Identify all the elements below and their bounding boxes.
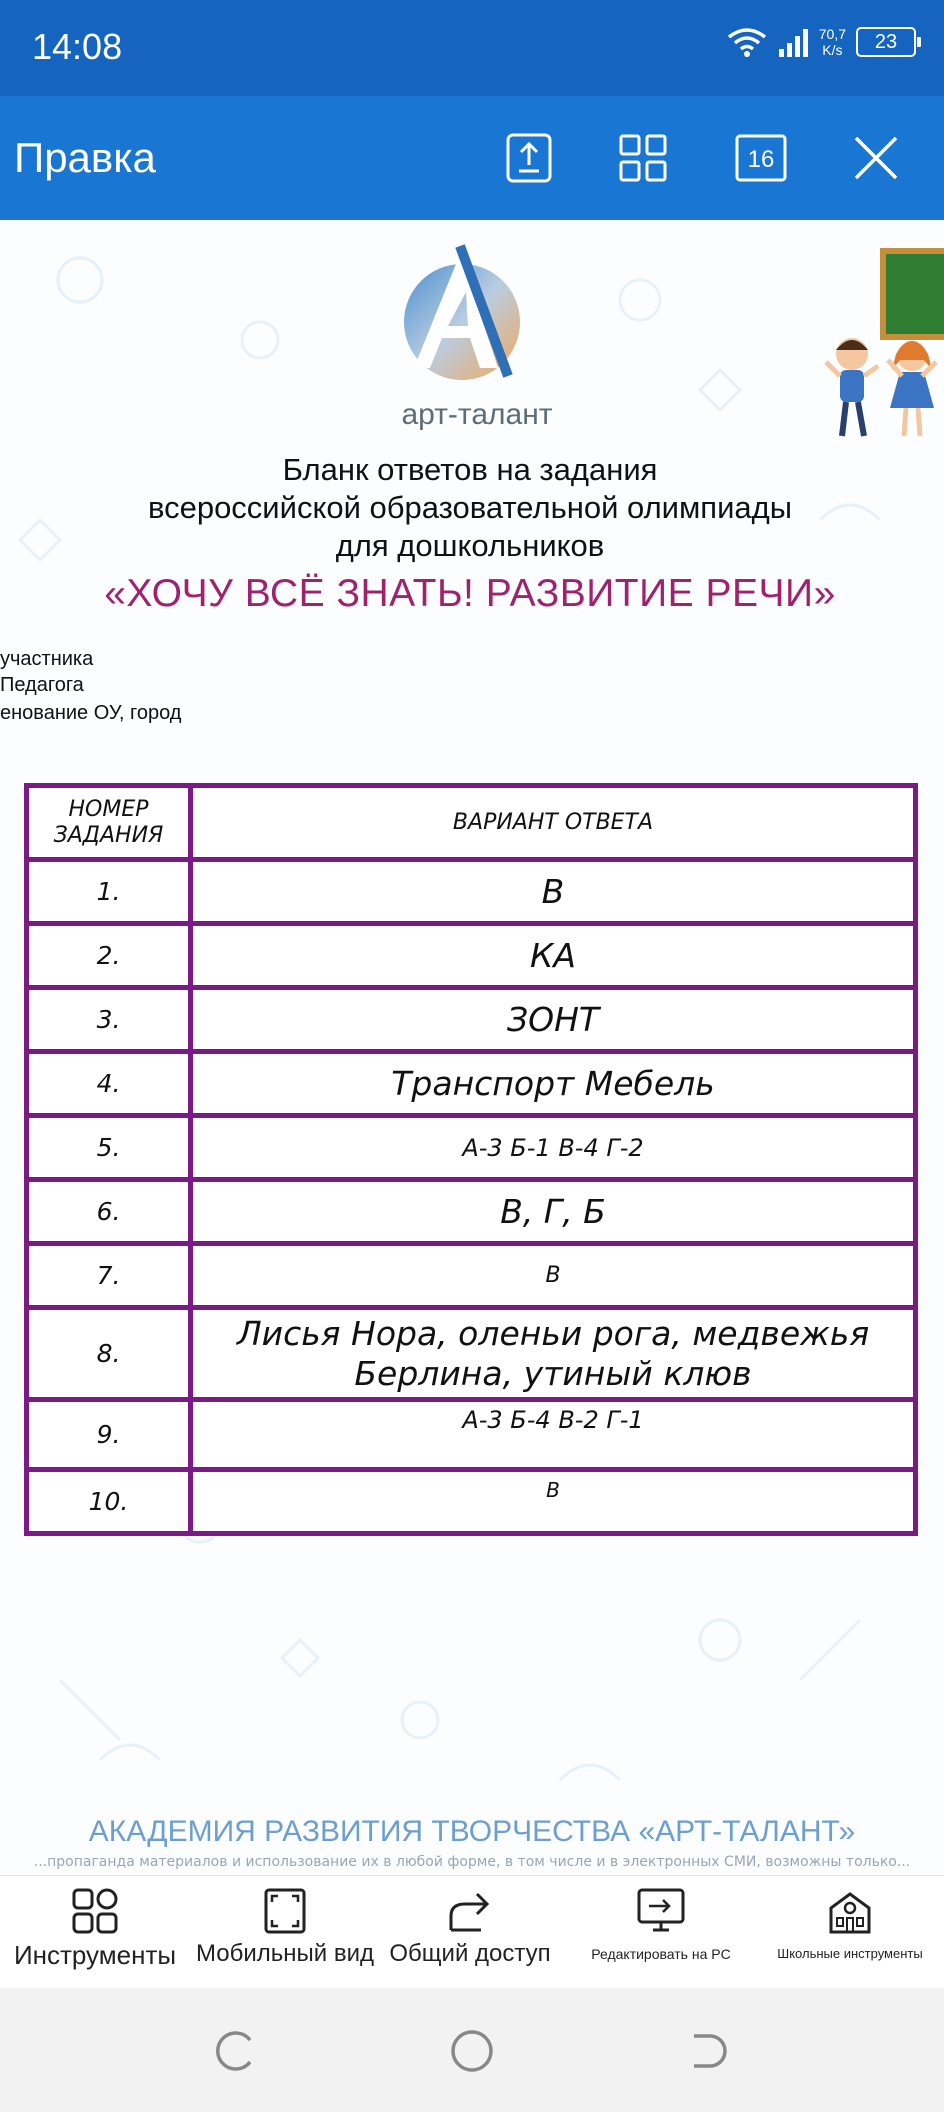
- task-answer: В, Г, Б: [191, 1180, 916, 1244]
- task-answer: В: [191, 1470, 916, 1534]
- table-row: [27, 1052, 916, 1116]
- heading-line-1: Бланк ответов на задания: [282, 452, 658, 487]
- table-row: [27, 924, 916, 988]
- mobile-view-button[interactable]: [190, 1876, 380, 1989]
- status-bar: [0, 0, 944, 96]
- table-row: [27, 1116, 916, 1180]
- heading-line-2: всероссийской образовательной олимпиады: [147, 490, 793, 525]
- app-bar: [0, 96, 944, 220]
- document-view[interactable]: [0, 220, 944, 1875]
- school-tools-icon: [825, 1886, 875, 1936]
- table-row: [27, 1470, 916, 1534]
- col-header-answer: ВАРИАНТ ОТВЕТА: [191, 786, 916, 860]
- status-time: 14:08: [32, 26, 123, 67]
- academy-footer-title: АКАДЕМИЯ РАЗВИТИЯ ТВОРЧЕСТВА «АРТ-ТАЛАНТ»: [88, 1815, 856, 1848]
- task-number: 6.: [27, 1180, 191, 1244]
- status-icons: [727, 26, 916, 58]
- task-number: 7.: [27, 1244, 191, 1308]
- signal-icon: [777, 27, 809, 57]
- col-header-number-line2: ЗАДАНИЯ: [53, 822, 164, 848]
- task-number: 2.: [27, 924, 191, 988]
- task-number: 3.: [27, 988, 191, 1052]
- task-answer: А-3 Б-1 В-4 Г-2: [191, 1116, 916, 1180]
- footer-fine-print: ...пропаганда материалов и использование их в любой форме, в том числе и в электронных СМИ, возможны только...: [33, 1854, 911, 1870]
- col-header-number-line1: НОМЕР: [68, 796, 149, 822]
- wifi-icon: [727, 27, 767, 57]
- task-number: 10.: [27, 1470, 191, 1534]
- task-answer: ЗОНТ: [191, 988, 916, 1052]
- home-icon[interactable]: [447, 2026, 497, 2076]
- task-number: 1.: [27, 860, 191, 924]
- school-tools-button[interactable]: [756, 1876, 944, 1989]
- school-tools-label: Школьные инструменты: [777, 1946, 923, 1961]
- task-number: 4.: [27, 1052, 191, 1116]
- art-talant-logo: [400, 240, 540, 400]
- table-header-row: [27, 786, 916, 860]
- task-answer: А-3 Б-4 В-2 Г-1: [191, 1400, 916, 1470]
- participant-label: участника: [0, 648, 94, 670]
- tools-button[interactable]: [0, 1876, 190, 1989]
- task-answer: В: [191, 860, 916, 924]
- edit-on-pc-label: Редактировать на PC: [591, 1946, 731, 1962]
- tools-icon: [70, 1886, 120, 1936]
- teacher-label: Педагога: [0, 674, 84, 696]
- children-illustration: [820, 326, 944, 456]
- recent-apps-icon[interactable]: [210, 2026, 260, 2076]
- network-speed: [819, 26, 846, 58]
- olympiad-title: «ХОЧУ ВСЁ ЗНАТЬ! РАЗВИТИЕ РЕЧИ»: [104, 572, 836, 615]
- app-title: Правка: [14, 134, 156, 181]
- back-icon[interactable]: [684, 2026, 734, 2076]
- share-icon[interactable]: [501, 130, 557, 186]
- col-header-number: [27, 786, 191, 860]
- task-number: 9.: [27, 1400, 191, 1470]
- answers-table: [24, 783, 918, 1536]
- share-access-button[interactable]: [380, 1876, 560, 1989]
- logo-text: арт-талант: [401, 398, 553, 431]
- table-row: [27, 988, 916, 1052]
- task-answer-line1: Лисья Нора, оленьи рога, медвежья: [236, 1313, 870, 1353]
- battery-level: 23: [874, 31, 898, 53]
- grid-icon[interactable]: [615, 130, 671, 186]
- task-number: 8.: [27, 1308, 191, 1400]
- edit-on-pc-icon: [635, 1886, 687, 1936]
- task-answer: В: [191, 1244, 916, 1308]
- task-answer: [191, 1308, 916, 1400]
- pages-icon[interactable]: [733, 130, 789, 186]
- bottom-toolbar: [0, 1875, 944, 1988]
- heading-line-3: для дошкольников: [335, 528, 605, 563]
- school-label: енование ОУ, город: [0, 702, 182, 724]
- share-access-label: Общий доступ: [389, 1940, 551, 1967]
- speed-unit: K/s: [822, 42, 843, 58]
- close-icon[interactable]: [848, 130, 904, 186]
- table-row: [27, 1308, 916, 1400]
- mobile-view-label: Мобильный вид: [195, 1940, 374, 1967]
- table-row: [27, 1400, 916, 1470]
- task-answer: КА: [191, 924, 916, 988]
- tools-label: Инструменты: [13, 1940, 177, 1970]
- task-answer-line2: Берлина, утиный клюв: [354, 1353, 752, 1393]
- task-answer: Транспорт Мебель: [191, 1052, 916, 1116]
- speed-value: 70,7: [818, 26, 846, 42]
- task-number: 5.: [27, 1116, 191, 1180]
- table-row: [27, 860, 916, 924]
- system-nav-bar: [0, 1988, 944, 2112]
- battery-icon: [856, 27, 916, 57]
- share-access-icon: [445, 1886, 495, 1936]
- table-row: [27, 1180, 916, 1244]
- table-row: [27, 1244, 916, 1308]
- edit-on-pc-button[interactable]: [566, 1876, 756, 1989]
- mobile-view-icon: [260, 1886, 310, 1936]
- page-count: 16: [747, 146, 775, 173]
